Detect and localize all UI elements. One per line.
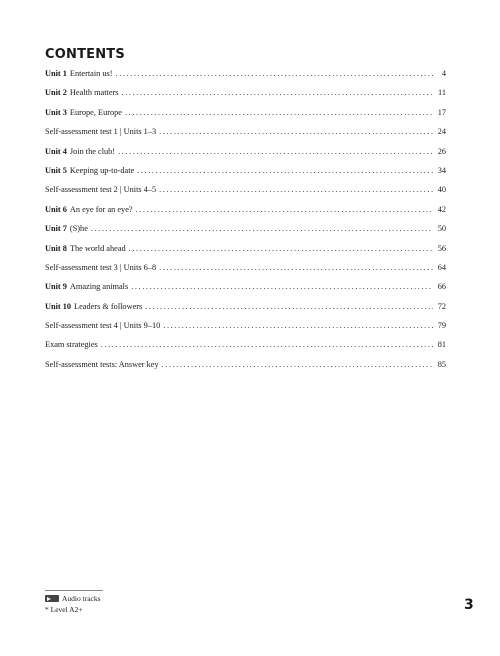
toc-entry-title: Amazing animals (69, 282, 129, 292)
page-title: CONTENTS (45, 47, 125, 62)
toc-leader-dots (159, 263, 433, 272)
toc-entry (45, 224, 446, 243)
toc-entry (45, 340, 446, 359)
toc-unit-number: Unit 1 (45, 69, 67, 78)
toc-unit-number: Unit 9 (45, 282, 67, 292)
toc-entry-title: Self-assessment test 3 | Units 6–8 (45, 262, 157, 272)
toc-entry (45, 205, 446, 224)
toc-page-number: 34 (437, 165, 446, 175)
toc-entry (45, 88, 446, 107)
toc-entry (45, 302, 446, 321)
toc-page-number: 85 (437, 359, 446, 369)
toc-unit-number: Unit 2 (45, 88, 67, 98)
toc-leader-dots (159, 127, 433, 136)
toc-page-number: 24 (437, 127, 446, 137)
audio-track-icon (45, 595, 59, 602)
toc-entry-title: Self-assessment test 4 | Units 9–10 (45, 321, 161, 331)
toc-entry (45, 282, 446, 301)
toc-leader-dots (125, 108, 433, 117)
toc-leader-dots (136, 205, 433, 214)
toc-entry (45, 185, 446, 204)
toc-unit-number: Unit 10 (45, 301, 72, 311)
toc-leader-dots (131, 282, 433, 291)
toc-entry-title: Europe, Europe (69, 107, 122, 117)
toc-leader-dots (122, 88, 433, 97)
toc-leader-dots (145, 302, 433, 311)
toc-entry (45, 127, 446, 146)
toc-unit-number: Unit 4 (45, 146, 67, 156)
toc-leader-dots (118, 147, 433, 156)
toc-entry (45, 166, 446, 185)
toc-entry (45, 321, 446, 340)
toc-leader-dots (129, 244, 433, 253)
toc-page-number: 42 (437, 204, 446, 214)
toc-page-number: 17 (437, 107, 446, 117)
toc-unit-number: Unit 7 (45, 224, 67, 234)
toc-entry (45, 147, 446, 166)
toc-page-number: 40 (437, 185, 446, 195)
toc-entry-title: Health matters (69, 88, 119, 98)
toc-leader-dots (91, 224, 433, 233)
toc-entry-title: (S)he (69, 224, 88, 234)
page-number: 3 (464, 597, 474, 613)
toc-page-number: 4 (441, 69, 446, 78)
toc-entry-title: Entertain us! (69, 69, 113, 78)
toc-leader-dots (116, 69, 433, 78)
toc-unit-number: Unit 8 (45, 243, 67, 253)
toc-page-number: 11 (438, 88, 446, 98)
toc-unit-number: Unit 6 (45, 204, 67, 214)
contents-list (45, 69, 446, 379)
toc-unit-number: Unit 3 (45, 107, 67, 117)
toc-entry-title: The world ahead (69, 243, 126, 253)
toc-entry-title: Exam strategies (45, 340, 98, 350)
audio-tracks-label: Audio tracks (62, 594, 101, 603)
toc-page-number: 64 (437, 262, 446, 272)
toc-page-number: 50 (437, 224, 446, 234)
toc-entry (45, 108, 446, 127)
footnote-divider (45, 590, 103, 591)
footnote-audio (45, 594, 101, 603)
toc-entry (45, 69, 446, 88)
toc-page-number: 72 (437, 301, 446, 311)
toc-entry-title: An eye for an eye? (69, 204, 133, 214)
footnote-level: * Level A2+ (45, 605, 83, 614)
toc-entry (45, 360, 446, 379)
toc-entry-title: Self-assessment tests: Answer key (45, 359, 159, 369)
toc-page-number: 56 (437, 243, 446, 253)
toc-entry-title: Self-assessment test 2 | Units 4–5 (45, 185, 157, 195)
toc-leader-dots (162, 360, 433, 369)
toc-leader-dots (163, 321, 433, 330)
toc-leader-dots (101, 340, 433, 349)
toc-page-number: 66 (437, 282, 446, 292)
toc-unit-number: Unit 5 (45, 165, 67, 175)
toc-entry-title: Join the club! (69, 146, 116, 156)
toc-page-number: 26 (437, 146, 446, 156)
toc-page-number: 79 (437, 321, 446, 331)
toc-leader-dots (137, 166, 433, 175)
toc-page-number: 81 (437, 340, 446, 350)
toc-entry (45, 263, 446, 282)
toc-leader-dots (159, 185, 433, 194)
toc-entry-title: Self-assessment test 1 | Units 1–3 (45, 127, 157, 137)
toc-entry (45, 244, 446, 263)
toc-entry-title: Keeping up-to-date (69, 165, 135, 175)
toc-entry-title: Leaders & followers (74, 301, 143, 311)
